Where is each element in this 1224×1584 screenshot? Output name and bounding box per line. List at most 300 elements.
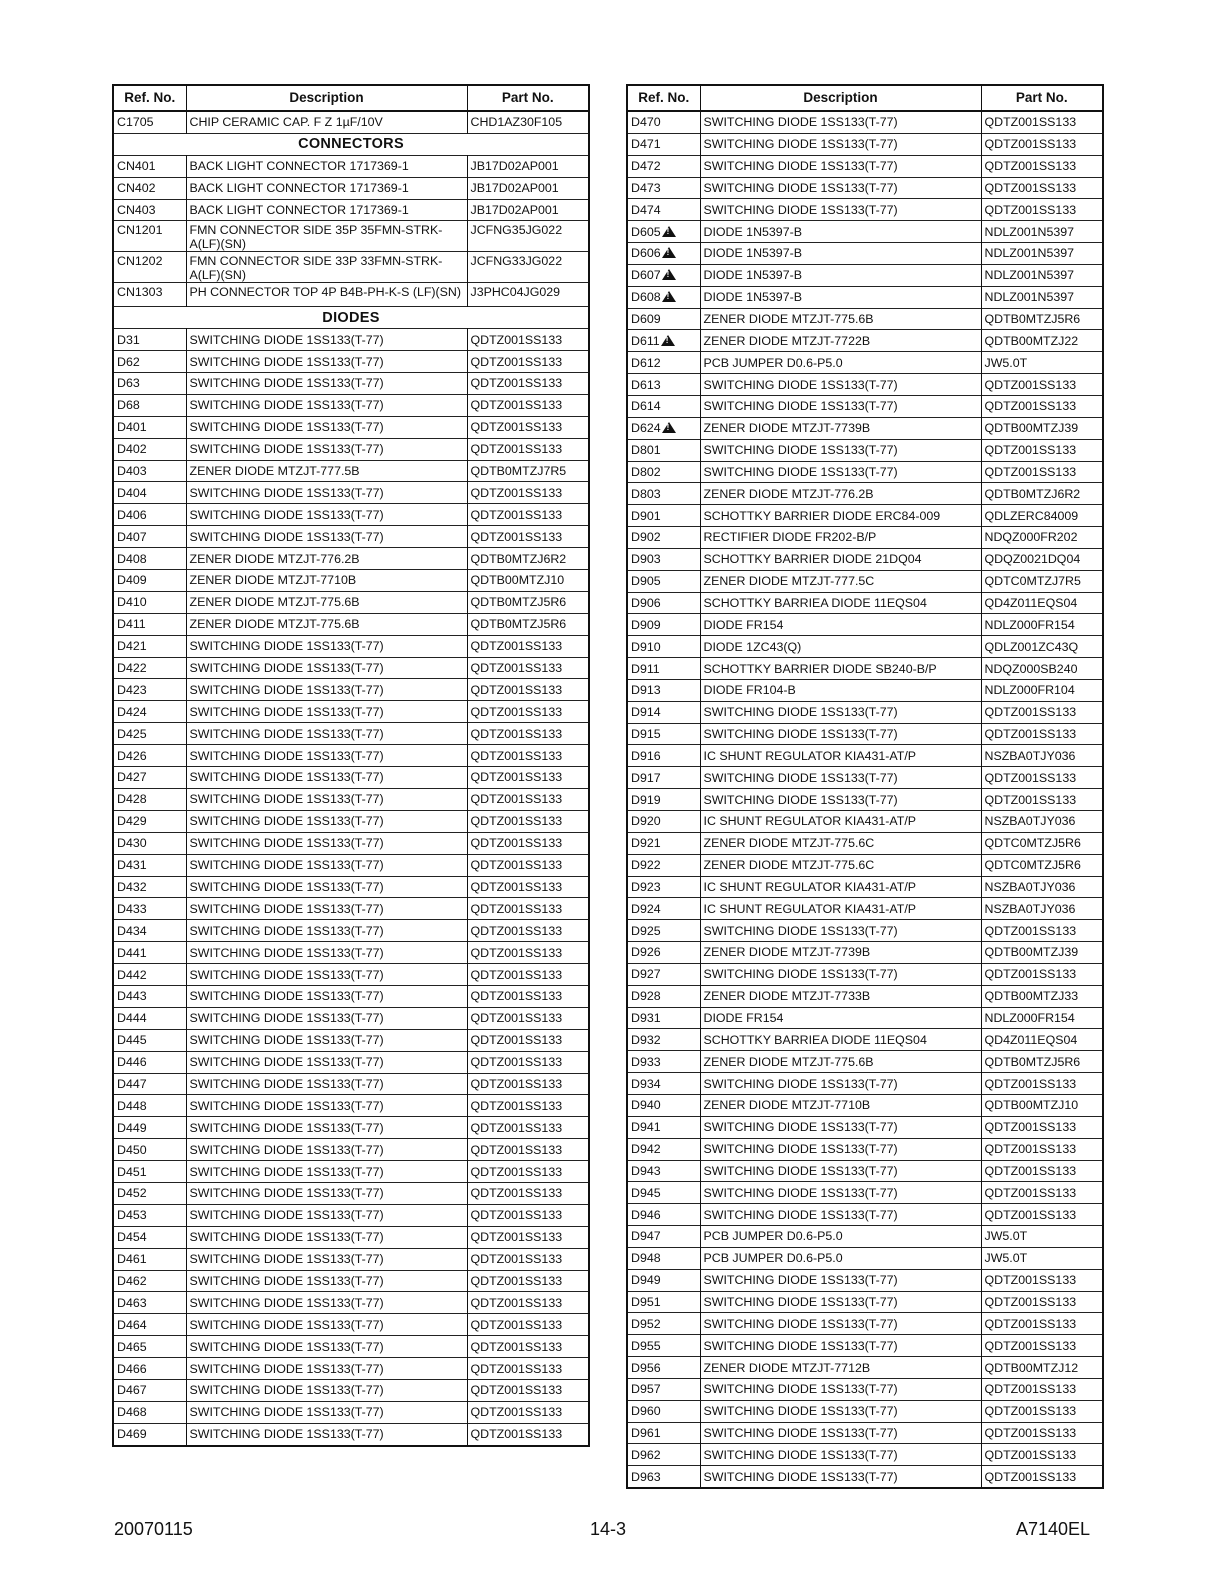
- table-row: [113, 1336, 589, 1358]
- table-row: [113, 252, 589, 283]
- cell-part-no: QDTC0MTZJ5R6: [981, 832, 1103, 854]
- cell-description: DIODE 1N5397-B: [700, 286, 981, 308]
- cell-description: SWITCHING DIODE 1SS133(T-77): [186, 942, 467, 964]
- ref-no-text: D465: [117, 1339, 147, 1354]
- cell-part-no: QDTZ001SS133: [467, 1139, 589, 1161]
- cell-description: SWITCHING DIODE 1SS133(T-77): [186, 526, 467, 548]
- cell-ref-no: [627, 723, 700, 745]
- cell-part-no: QDTZ001SS133: [467, 1117, 589, 1139]
- table-row: [627, 286, 1103, 308]
- cell-ref-no: [627, 920, 700, 942]
- ref-no-text: D941: [631, 1120, 661, 1135]
- cell-description: PCB JUMPER D0.6-P5.0: [700, 1247, 981, 1269]
- footer-page-number: 14-3: [590, 1519, 627, 1539]
- ref-no-text: D906: [631, 595, 661, 610]
- cell-description: SWITCHING DIODE 1SS133(T-77): [700, 767, 981, 789]
- cell-ref-no: [113, 416, 186, 438]
- ref-no-text: D63: [117, 376, 140, 391]
- table-row: [113, 898, 589, 920]
- section-header-row: [113, 133, 589, 155]
- table-row: [627, 395, 1103, 417]
- table-row: [113, 788, 589, 810]
- cell-ref-no: [627, 1269, 700, 1291]
- cell-ref-no: [627, 374, 700, 396]
- cell-part-no: J3PHC04JG029: [467, 283, 589, 307]
- cell-ref-no: [113, 1226, 186, 1248]
- cell-part-no: QDTZ001SS133: [981, 1335, 1103, 1357]
- cell-description: SWITCHING DIODE 1SS133(T-77): [186, 373, 467, 395]
- table-row: [627, 1094, 1103, 1116]
- cell-description: ZENER DIODE MTZJT-7733B: [700, 985, 981, 1007]
- cell-part-no: NSZBA0TJY036: [981, 745, 1103, 767]
- safety-warning-icon: [662, 247, 676, 258]
- cell-ref-no: [627, 1378, 700, 1400]
- table-row: [113, 745, 589, 767]
- table-row: [627, 243, 1103, 265]
- cell-description: PCB JUMPER D0.6-P5.0: [700, 1226, 981, 1248]
- table-row: [627, 1138, 1103, 1160]
- ref-no-text: D408: [117, 551, 147, 566]
- ref-no-text: D924: [631, 901, 661, 916]
- cell-part-no: QDTZ001SS133: [981, 1182, 1103, 1204]
- ref-no-text: D464: [117, 1317, 147, 1332]
- cell-description: SCHOTTKY BARRIER DIODE 21DQ04: [700, 548, 981, 570]
- ref-no-text: D426: [117, 748, 147, 763]
- table-row: [113, 1095, 589, 1117]
- cell-part-no: QDTZ001SS133: [981, 789, 1103, 811]
- cell-part-no: QDTZ001SS133: [467, 1314, 589, 1336]
- cell-part-no: JB17D02AP001: [467, 177, 589, 199]
- cell-ref-no: [627, 1007, 700, 1029]
- safety-warning-icon: [662, 269, 676, 280]
- ref-no-text: D915: [631, 727, 661, 742]
- ref-no-text: D948: [631, 1251, 661, 1266]
- table-row: [627, 1444, 1103, 1466]
- cell-ref-no: [627, 1466, 700, 1488]
- ref-no-text: D914: [631, 705, 661, 720]
- cell-ref-no: [113, 898, 186, 920]
- cell-description: SWITCHING DIODE 1SS133(T-77): [186, 920, 467, 942]
- cell-ref-no: [113, 329, 186, 351]
- ref-no-text: D611: [631, 333, 660, 348]
- ref-no-text: CN403: [117, 203, 156, 217]
- cell-ref-no: [627, 330, 700, 352]
- ref-no-text: D409: [117, 573, 147, 588]
- cell-ref-no: [113, 701, 186, 723]
- cell-description: SWITCHING DIODE 1SS133(T-77): [186, 1073, 467, 1095]
- ref-no-text: D801: [631, 443, 661, 458]
- table-row: [113, 1204, 589, 1226]
- cell-ref-no: [627, 155, 700, 177]
- ref-no-text: D463: [117, 1295, 147, 1310]
- cell-description: SWITCHING DIODE 1SS133(T-77): [186, 504, 467, 526]
- cell-part-no: QDTZ001SS133: [467, 504, 589, 526]
- cell-ref-no: [627, 963, 700, 985]
- cell-part-no: QDTZ001SS133: [467, 832, 589, 854]
- cell-description: SWITCHING DIODE 1SS133(T-77): [700, 1378, 981, 1400]
- cell-description: SWITCHING DIODE 1SS133(T-77): [186, 788, 467, 810]
- cell-ref-no: [113, 985, 186, 1007]
- cell-part-no: QDTZ001SS133: [467, 788, 589, 810]
- ref-no-text: D945: [631, 1185, 661, 1200]
- table-row: [113, 876, 589, 898]
- cell-part-no: QDTZ001SS133: [467, 985, 589, 1007]
- cell-ref-no: [113, 252, 186, 283]
- cell-ref-no: [627, 199, 700, 221]
- table-row: [113, 767, 589, 789]
- ref-no-text: D931: [631, 1011, 661, 1026]
- cell-description: DIODE 1N5397-B: [700, 264, 981, 286]
- ref-no-text: D940: [631, 1098, 661, 1113]
- table-row: [627, 985, 1103, 1007]
- cell-description: SWITCHING DIODE 1SS133(T-77): [700, 1444, 981, 1466]
- ref-no-text: D933: [631, 1054, 661, 1069]
- cell-description: SWITCHING DIODE 1SS133(T-77): [700, 1291, 981, 1313]
- table-row: [113, 1248, 589, 1270]
- cell-part-no: QDTZ001SS133: [467, 1336, 589, 1358]
- cell-description: ZENER DIODE MTZJT-775.6B: [700, 1051, 981, 1073]
- ref-no-text: D470: [631, 115, 661, 130]
- cell-part-no: QDTZ001SS133: [981, 1400, 1103, 1422]
- ref-no-text: D423: [117, 682, 147, 697]
- cell-part-no: QDTB0MTZJ5R6: [981, 1051, 1103, 1073]
- cell-part-no: JB17D02AP001: [467, 155, 589, 177]
- ref-no-text: D469: [117, 1427, 147, 1442]
- cell-part-no: QDTZ001SS133: [981, 1138, 1103, 1160]
- ref-no-text: D917: [631, 770, 661, 785]
- cell-description: ZENER DIODE MTZJT-7712B: [700, 1357, 981, 1379]
- cell-part-no: QDTZ001SS133: [981, 1269, 1103, 1291]
- cell-part-no: QDTZ001SS133: [467, 1292, 589, 1314]
- ref-no-text: CN402: [117, 181, 156, 196]
- cell-part-no: QDTZ001SS133: [467, 1358, 589, 1380]
- cell-description: SWITCHING DIODE 1SS133(T-77): [700, 133, 981, 155]
- ref-no-text: D803: [631, 486, 661, 501]
- ref-no-text: D472: [631, 159, 661, 174]
- cell-description: SWITCHING DIODE 1SS133(T-77): [700, 199, 981, 221]
- cell-description: SWITCHING DIODE 1SS133(T-77): [700, 1269, 981, 1291]
- safety-warning-icon: [662, 422, 676, 433]
- table-row: [627, 1247, 1103, 1269]
- cell-part-no: QDTZ001SS133: [467, 1073, 589, 1095]
- cell-ref-no: [113, 351, 186, 373]
- ref-no-text: D433: [117, 901, 147, 916]
- table-row: [627, 1378, 1103, 1400]
- cell-description: SWITCHING DIODE 1SS133(T-77): [186, 351, 467, 373]
- ref-no-text: D404: [117, 485, 147, 500]
- cell-ref-no: [113, 1423, 186, 1445]
- ref-no-text: D424: [117, 704, 147, 719]
- table-row: [627, 636, 1103, 658]
- cell-part-no: NSZBA0TJY036: [981, 898, 1103, 920]
- cell-part-no: QD4Z011EQS04: [981, 592, 1103, 614]
- cell-description: ZENER DIODE MTZJT-775.6C: [700, 832, 981, 854]
- cell-part-no: QDTZ001SS133: [467, 1182, 589, 1204]
- cell-ref-no: [627, 352, 700, 374]
- cell-ref-no: [627, 636, 700, 658]
- cell-part-no: QDTZ001SS133: [467, 854, 589, 876]
- table-row: [627, 1116, 1103, 1138]
- ref-no-text: D925: [631, 923, 661, 938]
- cell-ref-no: [627, 505, 700, 527]
- footer-date: 20070115: [114, 1519, 193, 1539]
- cell-description: BACK LIGHT CONNECTOR 1717369-1: [186, 177, 467, 199]
- cell-description: DIODE 1N5397-B: [700, 221, 981, 243]
- cell-ref-no: [113, 964, 186, 986]
- cell-ref-no: [627, 942, 700, 964]
- cell-ref-no: [627, 767, 700, 789]
- cell-ref-no: [627, 1094, 700, 1116]
- table-row: [627, 920, 1103, 942]
- cell-ref-no: [113, 460, 186, 482]
- cell-ref-no: [113, 1161, 186, 1183]
- cell-ref-no: [113, 221, 186, 252]
- cell-part-no: CHD1AZ30F105: [467, 111, 589, 133]
- cell-part-no: QDTZ001SS133: [467, 635, 589, 657]
- cell-part-no: QDTZ001SS133: [467, 351, 589, 373]
- table-row: [627, 1335, 1103, 1357]
- cell-part-no: JW5.0T: [981, 1247, 1103, 1269]
- cell-ref-no: [627, 985, 700, 1007]
- ref-no-text: D451: [117, 1164, 147, 1179]
- ref-no-text: D606: [631, 246, 661, 261]
- ref-no-text: D448: [117, 1098, 147, 1113]
- table-row: [113, 394, 589, 416]
- cell-part-no: QDTZ001SS133: [467, 920, 589, 942]
- cell-part-no: QDTZ001SS133: [467, 964, 589, 986]
- table-row: [113, 1270, 589, 1292]
- cell-description: SWITCHING DIODE 1SS133(T-77): [186, 1051, 467, 1073]
- cell-description: SWITCHING DIODE 1SS133(T-77): [700, 1313, 981, 1335]
- cell-description: DIODE 1ZC43(Q): [700, 636, 981, 658]
- table-row: [113, 832, 589, 854]
- cell-ref-no: [627, 876, 700, 898]
- cell-ref-no: [113, 613, 186, 635]
- cell-ref-no: [627, 832, 700, 854]
- cell-part-no: JCFNG35JG022: [467, 221, 589, 252]
- parts-table-right: [626, 84, 1104, 1489]
- cell-part-no: QDTB0MTZJ5R6: [467, 613, 589, 635]
- ref-no-text: D607: [631, 268, 661, 283]
- cell-part-no: QDTZ001SS133: [981, 723, 1103, 745]
- cell-part-no: QDTB00MTZJ12: [981, 1357, 1103, 1379]
- header-ref-no: Ref. No.: [113, 85, 186, 111]
- table-row: [627, 548, 1103, 570]
- table-row: [627, 133, 1103, 155]
- cell-ref-no: [627, 417, 700, 439]
- section-title: DIODES: [113, 307, 589, 329]
- cell-part-no: QDTZ001SS133: [981, 461, 1103, 483]
- cell-description: SWITCHING DIODE 1SS133(T-77): [186, 1095, 467, 1117]
- cell-description: SWITCHING DIODE 1SS133(T-77): [186, 723, 467, 745]
- cell-description: SWITCHING DIODE 1SS133(T-77): [186, 1401, 467, 1423]
- cell-ref-no: [113, 1073, 186, 1095]
- table-row: [113, 1182, 589, 1204]
- cell-part-no: QDTZ001SS133: [467, 1007, 589, 1029]
- cell-part-no: QDTB00MTZJ39: [981, 417, 1103, 439]
- cell-description: SWITCHING DIODE 1SS133(T-77): [186, 898, 467, 920]
- cell-part-no: QDTC0MTZJ5R6: [981, 854, 1103, 876]
- cell-part-no: NDLZ001N5397: [981, 286, 1103, 308]
- cell-part-no: QDTZ001SS133: [467, 1248, 589, 1270]
- ref-no-text: D920: [631, 814, 661, 829]
- cell-ref-no: [113, 111, 186, 133]
- table-header-row: [627, 85, 1103, 111]
- cell-part-no: QDTZ001SS133: [981, 177, 1103, 199]
- cell-ref-no: [113, 635, 186, 657]
- cell-ref-no: [627, 592, 700, 614]
- cell-part-no: QDTZ001SS133: [467, 723, 589, 745]
- cell-description: ZENER DIODE MTZJT-7739B: [700, 942, 981, 964]
- cell-part-no: QDTB0MTZJ6R2: [981, 483, 1103, 505]
- table-row: [113, 199, 589, 221]
- cell-description: SWITCHING DIODE 1SS133(T-77): [186, 1226, 467, 1248]
- table-row: [113, 1073, 589, 1095]
- cell-ref-no: [627, 1029, 700, 1051]
- cell-description: SWITCHING DIODE 1SS133(T-77): [186, 1336, 467, 1358]
- table-row: [113, 679, 589, 701]
- table-row: [627, 111, 1103, 133]
- cell-part-no: QDTB00MTZJ22: [981, 330, 1103, 352]
- ref-no-text: D901: [631, 508, 661, 523]
- table-row: [113, 351, 589, 373]
- ref-no-text: D928: [631, 989, 661, 1004]
- ref-no-text: D425: [117, 726, 147, 741]
- table-row: [627, 308, 1103, 330]
- cell-ref-no: [113, 1401, 186, 1423]
- cell-description: IC SHUNT REGULATOR KIA431-AT/P: [700, 898, 981, 920]
- cell-part-no: QDLZERC84009: [981, 505, 1103, 527]
- table-row: [627, 1291, 1103, 1313]
- cell-ref-no: [627, 1073, 700, 1095]
- cell-part-no: QDTZ001SS133: [467, 898, 589, 920]
- cell-ref-no: [113, 155, 186, 177]
- table-row: [113, 283, 589, 307]
- cell-part-no: NSZBA0TJY036: [981, 811, 1103, 833]
- table-row: [113, 985, 589, 1007]
- table-row: [113, 657, 589, 679]
- table-row: [627, 745, 1103, 767]
- ref-no-text: CN401: [117, 159, 156, 174]
- table-row: [627, 701, 1103, 723]
- cell-ref-no: [627, 1247, 700, 1269]
- ref-no-text: D951: [631, 1294, 661, 1309]
- cell-part-no: QD4Z011EQS04: [981, 1029, 1103, 1051]
- cell-part-no: QDTZ001SS133: [467, 373, 589, 395]
- cell-description: SWITCHING DIODE 1SS133(T-77): [700, 1160, 981, 1182]
- cell-ref-no: [627, 527, 700, 549]
- ref-no-text: D444: [117, 1011, 147, 1026]
- cell-ref-no: [113, 745, 186, 767]
- cell-description: SWITCHING DIODE 1SS133(T-77): [186, 745, 467, 767]
- cell-part-no: QDTB00MTZJ10: [981, 1094, 1103, 1116]
- cell-description: SWITCHING DIODE 1SS133(T-77): [186, 1423, 467, 1445]
- cell-description: SWITCHING DIODE 1SS133(T-77): [700, 374, 981, 396]
- cell-description: SWITCHING DIODE 1SS133(T-77): [186, 482, 467, 504]
- table-row: [113, 1314, 589, 1336]
- ref-no-text: D454: [117, 1230, 147, 1245]
- ref-no-text: D923: [631, 879, 661, 894]
- table-row: [113, 1007, 589, 1029]
- cell-part-no: QDLZ001ZC43Q: [981, 636, 1103, 658]
- table-row: [113, 1423, 589, 1445]
- cell-ref-no: [113, 177, 186, 199]
- cell-description: SWITCHING DIODE 1SS133(T-77): [700, 1335, 981, 1357]
- cell-ref-no: [113, 283, 186, 307]
- cell-ref-no: [627, 745, 700, 767]
- cell-ref-no: [113, 526, 186, 548]
- ref-no-text: D461: [117, 1252, 147, 1267]
- ref-no-text: D467: [117, 1383, 147, 1398]
- cell-ref-no: [627, 811, 700, 833]
- ref-no-text: D402: [117, 442, 147, 457]
- table-row: [113, 1401, 589, 1423]
- cell-description: ZENER DIODE MTZJT-777.5B: [186, 460, 467, 482]
- cell-part-no: QDTB00MTZJ39: [981, 942, 1103, 964]
- cell-ref-no: [627, 395, 700, 417]
- table-row: [627, 527, 1103, 549]
- table-row: [113, 701, 589, 723]
- table-row: [627, 1204, 1103, 1226]
- table-row: [113, 482, 589, 504]
- ref-no-text: D922: [631, 858, 661, 873]
- table-row: [113, 1226, 589, 1248]
- table-row: [627, 570, 1103, 592]
- ref-no-text: D421: [117, 639, 147, 654]
- cell-part-no: QDTZ001SS133: [981, 963, 1103, 985]
- cell-part-no: QDTZ001SS133: [467, 482, 589, 504]
- cell-part-no: QDTZ001SS133: [981, 111, 1103, 133]
- cell-description: SWITCHING DIODE 1SS133(T-77): [186, 1248, 467, 1270]
- cell-part-no: QDTB0MTZJ7R5: [467, 460, 589, 482]
- table-row: [627, 679, 1103, 701]
- cell-description: SWITCHING DIODE 1SS133(T-77): [186, 964, 467, 986]
- cell-description: SWITCHING DIODE 1SS133(T-77): [700, 395, 981, 417]
- table-row: [113, 1117, 589, 1139]
- cell-part-no: QDTZ001SS133: [467, 416, 589, 438]
- cell-part-no: QDTZ001SS133: [981, 920, 1103, 942]
- table-row: [113, 723, 589, 745]
- cell-description: SCHOTTKY BARRIEA DIODE 11EQS04: [700, 1029, 981, 1051]
- cell-ref-no: [627, 1357, 700, 1379]
- cell-part-no: QDTZ001SS133: [467, 657, 589, 679]
- cell-description: FMN CONNECTOR SIDE 35P 35FMN-STRK-A(LF)(SN): [186, 221, 467, 252]
- cell-ref-no: [113, 1182, 186, 1204]
- cell-description: SWITCHING DIODE 1SS133(T-77): [186, 767, 467, 789]
- cell-ref-no: [627, 1226, 700, 1248]
- ref-no-text: D462: [117, 1273, 147, 1288]
- cell-description: DIODE FR104-B: [700, 679, 981, 701]
- cell-part-no: QDTZ001SS133: [467, 1051, 589, 1073]
- ref-no-text: D911: [631, 661, 660, 676]
- cell-ref-no: [627, 1204, 700, 1226]
- cell-part-no: QDTZ001SS133: [981, 199, 1103, 221]
- cell-part-no: JW5.0T: [981, 352, 1103, 374]
- table-row: [113, 460, 589, 482]
- cell-ref-no: [627, 1291, 700, 1313]
- cell-part-no: QDTZ001SS133: [981, 1204, 1103, 1226]
- ref-no-text: D430: [117, 836, 147, 851]
- ref-no-text: D952: [631, 1316, 661, 1331]
- cell-description: SCHOTTKY BARRIEA DIODE 11EQS04: [700, 592, 981, 614]
- table-row: [627, 1313, 1103, 1335]
- cell-part-no: QDTZ001SS133: [467, 1029, 589, 1051]
- ref-no-text: D943: [631, 1163, 661, 1178]
- table-row: [627, 592, 1103, 614]
- table-row: [113, 635, 589, 657]
- cell-description: ZENER DIODE MTZJT-7710B: [700, 1094, 981, 1116]
- cell-description: SWITCHING DIODE 1SS133(T-77): [186, 657, 467, 679]
